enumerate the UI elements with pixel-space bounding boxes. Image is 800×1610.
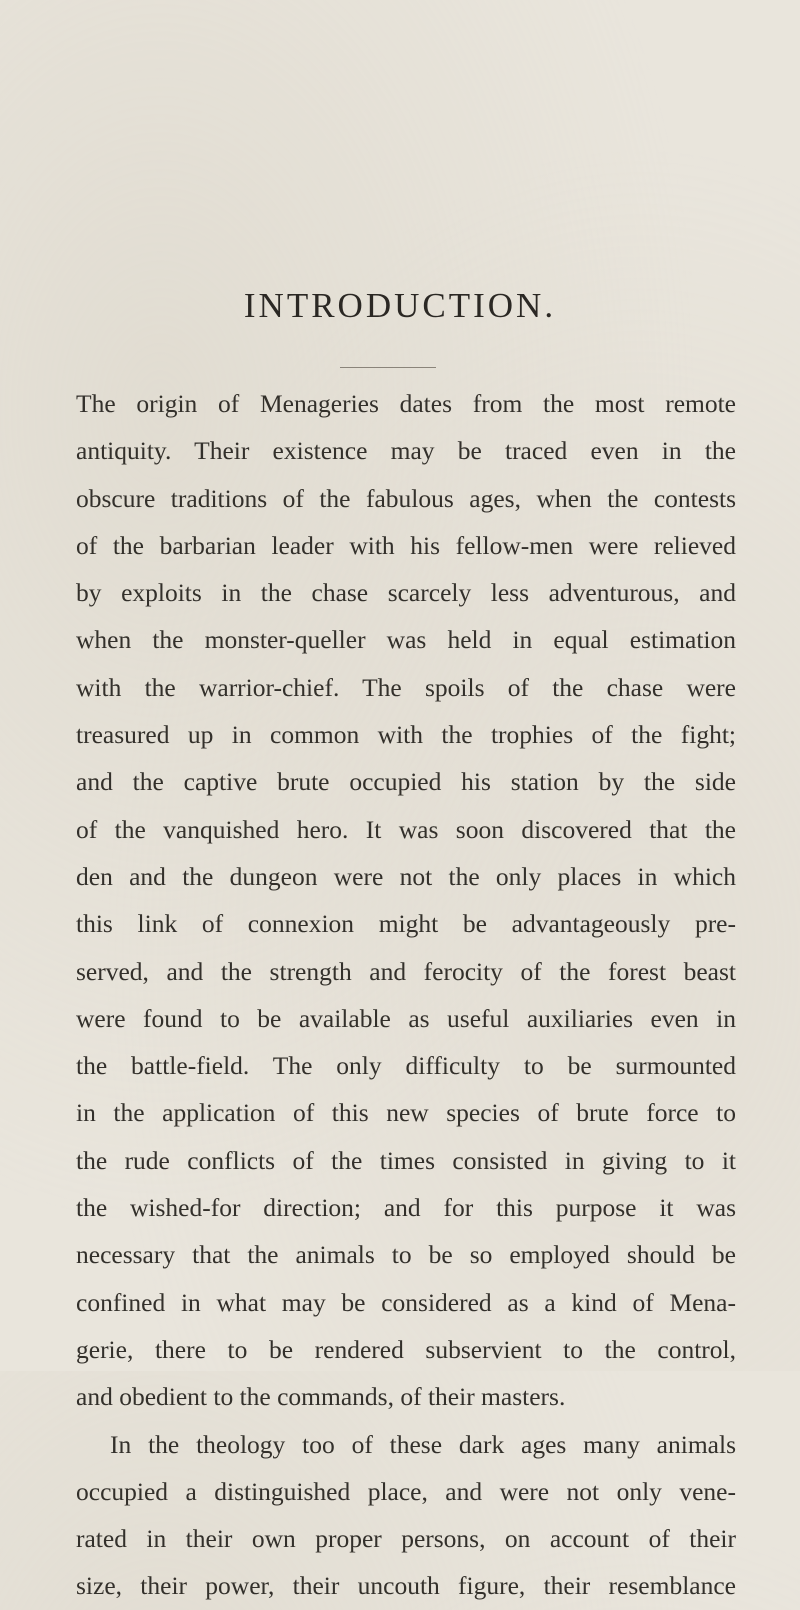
text-line: den and the dungeon were not the only places in which (76, 861, 736, 891)
text-line: antiquity. Their existence may be traced even in the (76, 436, 736, 466)
text-line: were found to be available as useful auxiliaries even in (76, 1003, 736, 1033)
paragraph-2 (76, 1421, 736, 1610)
title-rule-divider (340, 367, 436, 368)
text-line: In the theology too of these dark ages many animals (110, 1429, 736, 1459)
text-line: the wished-for direction; and for this purpose it was (76, 1193, 736, 1223)
text-line: treasured up in common with the trophies of the fight; (76, 720, 736, 750)
text-line: gerie, there to be rendered subservient to the control, (76, 1334, 736, 1364)
text-line: the battle-field. The only difficulty to be surmounted (76, 1051, 736, 1081)
text-line: The origin of Menageries dates from the most remote (76, 389, 736, 418)
text-line: necessary that the animals to be so employed should be (76, 1240, 736, 1270)
text-line: size, their power, their uncouth figure, their resemblance (76, 1571, 736, 1601)
text-line: with the warrior-chief. The spoils of the chase were (76, 672, 736, 702)
text-line: of the vanquished hero. It was soon discovered that the (76, 814, 736, 844)
text-line: occupied a distinguished place, and were not only vene- (76, 1476, 736, 1506)
text-line: served, and the strength and ferocity of the forest beast (76, 956, 736, 986)
body-text (76, 380, 736, 1610)
text-line: of the barbarian leader with his fellow-men were relieved (76, 530, 736, 560)
text-line: obscure traditions of the fabulous ages, when the contests (76, 483, 736, 513)
paragraph-1 (76, 380, 736, 1421)
text-line: and the captive brute occupied his station by the side (76, 767, 736, 797)
text-line: rated in their own proper persons, on account of their (76, 1524, 736, 1554)
text-line: and obedient to the commands, of their masters. (76, 1382, 566, 1412)
text-line: when the monster-queller was held in equal estimation (76, 625, 736, 655)
chapter-title: INTRODUCTION. (243, 286, 557, 325)
text-line: in the application of this new species of brute force to (76, 1098, 736, 1128)
text-line: by exploits in the chase scarcely less adventurous, and (76, 578, 736, 608)
text-line: the rude conflicts of the times consisted in giving to it (76, 1145, 736, 1175)
text-line: this link of connexion might be advantageously pre- (76, 909, 736, 939)
text-line: confined in what may be considered as a kind of Mena- (76, 1287, 736, 1317)
